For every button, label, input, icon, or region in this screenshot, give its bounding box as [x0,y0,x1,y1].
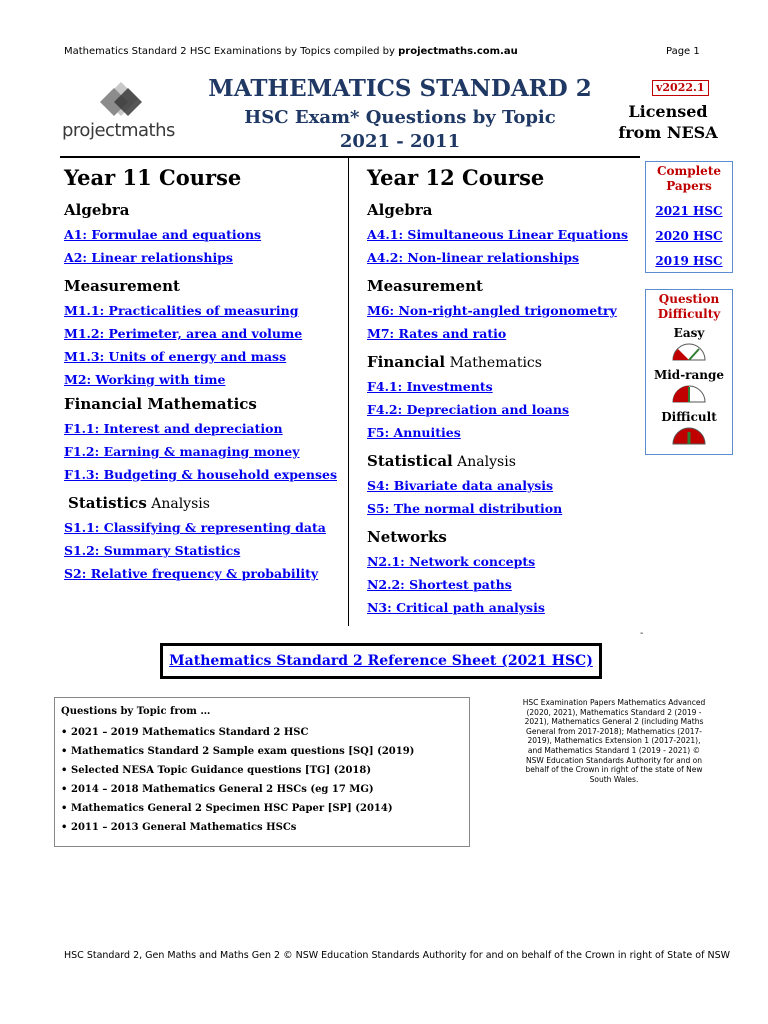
mid-range-gauge-icon [670,383,708,403]
y11-financial-heading: Financial Mathematics [64,395,257,413]
link-n3[interactable]: N3: Critical path analysis [367,600,545,615]
list-item: • Mathematics General 2 Specimen HSC Paper [SP] (2014) [61,799,463,818]
questions-source-list [61,723,463,837]
licensed-line2: from NESA [618,123,718,142]
list-item: • 2011 – 2013 General Mathematics HSCs [61,818,463,837]
questions-source-box [54,697,470,847]
easy-gauge-icon [670,341,708,361]
difficulty-box [645,289,733,455]
link-s2[interactable]: S2: Relative frequency & probability [64,566,319,581]
year11-heading: Year 11 Course [64,165,242,190]
link-m1-2[interactable]: M1.2: Perimeter, area and volume [64,326,303,341]
link-n2-2[interactable]: N2.2: Shortest paths [367,577,512,592]
link-f1-3[interactable]: F1.3: Budgeting & household expenses [64,467,337,482]
difficulty-mid-label: Mid-range [653,368,725,382]
y12-measurement-heading: Measurement [367,277,483,295]
complete-papers-box [645,161,733,273]
header-divider [60,156,640,158]
link-m7[interactable]: M7: Rates and ratio [367,326,507,341]
link-f1-1[interactable]: F1.1: Interest and depreciation [64,421,283,436]
link-f5[interactable]: F5: Annuities [367,425,461,440]
complete-papers-heading [646,164,732,194]
y12-financial-heading [367,352,637,374]
y11-statistics-heading [64,493,344,515]
link-m2[interactable]: M2: Working with time [64,372,226,387]
complete-papers-heading-line1: Complete [656,164,721,178]
link-f1-2[interactable]: F1.2: Earning & managing money [64,444,300,459]
difficulty-heading-line2: Difficulty [657,307,721,321]
logo-text: projectmaths [62,120,175,141]
list-item: • Mathematics Standard 2 Sample exam questions [SQ] (2019) [61,742,463,761]
difficulty-easy-label: Easy [673,326,705,340]
y12-statistical-lite: Analysis [452,454,516,470]
link-a4-2[interactable]: A4.2: Non-linear relationships [367,250,580,265]
complete-papers-heading-line2: Papers [666,179,712,193]
link-a2[interactable]: A2: Linear relationships [64,250,233,265]
link-f4-2[interactable]: F4.2: Depreciation and loans [367,402,570,417]
logo [62,82,182,146]
link-m1-1[interactable]: M1.1: Practicalities of measuring [64,303,299,318]
link-n2-1[interactable]: N2.1: Network concepts [367,554,536,569]
list-item: • 2014 – 2018 Mathematics General 2 HSCs (eg 17 MG) [61,780,463,799]
column-divider [348,158,349,626]
link-m6[interactable]: M6: Non-right-angled trigonometry [367,303,617,318]
difficulty-heading [646,292,732,322]
difficult-gauge-icon [670,425,708,445]
paper-link-2021[interactable]: 2021 HSC [655,204,723,218]
page-subtitle: HSC Exam* Questions by Topic [244,107,556,128]
link-a1[interactable]: A1: Formulae and equations [64,227,262,242]
y11-statistics-lite: Analysis [146,496,210,512]
licensed-line1: Licensed [628,102,708,121]
y12-networks-heading: Networks [367,528,447,546]
link-s1-2[interactable]: S1.2: Summary Statistics [64,543,241,558]
list-item: • Selected NESA Topic Guidance questions [TG] (2018) [61,761,463,780]
reference-sheet-box [160,643,602,679]
reference-sheet-link[interactable]: Mathematics Standard 2 Reference Sheet (2021 HSC) [169,653,593,669]
link-s4[interactable]: S4: Bivariate data analysis [367,478,554,493]
y12-statistical-heading [367,451,637,473]
stray-mark: - [640,628,644,639]
y11-statistics-bold: Statistics [68,494,147,512]
difficulty-heading-line1: Question [658,292,720,306]
questions-source-title: Questions by Topic from … [61,706,211,717]
y11-algebra-heading: Algebra [64,201,130,219]
version-badge: v2022.1 [652,80,709,96]
paper-link-2020[interactable]: 2020 HSC [655,229,723,243]
year-range: 2021 - 2011 [339,131,461,152]
page-title: MATHEMATICS STANDARD 2 [208,75,592,102]
page-number: Page 1 [666,46,700,57]
page-footer: HSC Standard 2, Gen Maths and Maths Gen 2 © NSW Education Standards Authority for and on behalf of the Crown in right of State of NSW [64,950,730,961]
y12-financial-lite: Mathematics [445,355,542,371]
header-prefix: Mathematics Standard 2 HSC Examinations by Topics compiled by [64,46,399,57]
diamond-logo-icon [98,82,144,122]
year12-column [367,164,637,620]
licensed-note [612,101,724,143]
year12-heading: Year 12 Course [367,165,545,190]
link-s1-1[interactable]: S1.1: Classifying & representing data [64,520,326,535]
header-site: projectmaths.com.au [398,46,518,57]
link-f4-1[interactable]: F4.1: Investments [367,379,493,394]
y12-statistical-bold: Statistical [367,452,453,470]
list-item: • 2021 – 2019 Mathematics Standard 2 HSC [61,723,463,742]
y11-measurement-heading: Measurement [64,277,180,295]
link-a4-1[interactable]: A4.1: Simultaneous Linear Equations [367,227,629,242]
link-s5[interactable]: S5: The normal distribution [367,501,563,516]
link-m1-3[interactable]: M1.3: Units of energy and mass [64,349,287,364]
y12-algebra-heading: Algebra [367,201,433,219]
year11-column [64,164,344,586]
difficulty-hard-label: Difficult [661,410,717,424]
copyright-note: HSC Examination Papers Mathematics Advanced (2020, 2021), Mathematics Standard 2 (2019 - 2021), Mathematics General 2 (including Maths General from 2017-2018); Mathematics (2017-2019), Mathematics Extension 1 (2017-2021), and Mathematics Standard 1 (2019 - 2021) © NSW Education Standards Authority for and on behalf of the Crown in right of the state of New South Wales. [522,698,706,784]
paper-link-2019[interactable]: 2019 HSC [655,254,723,268]
y12-financial-bold: Financial [367,353,446,371]
page-header [64,46,518,57]
